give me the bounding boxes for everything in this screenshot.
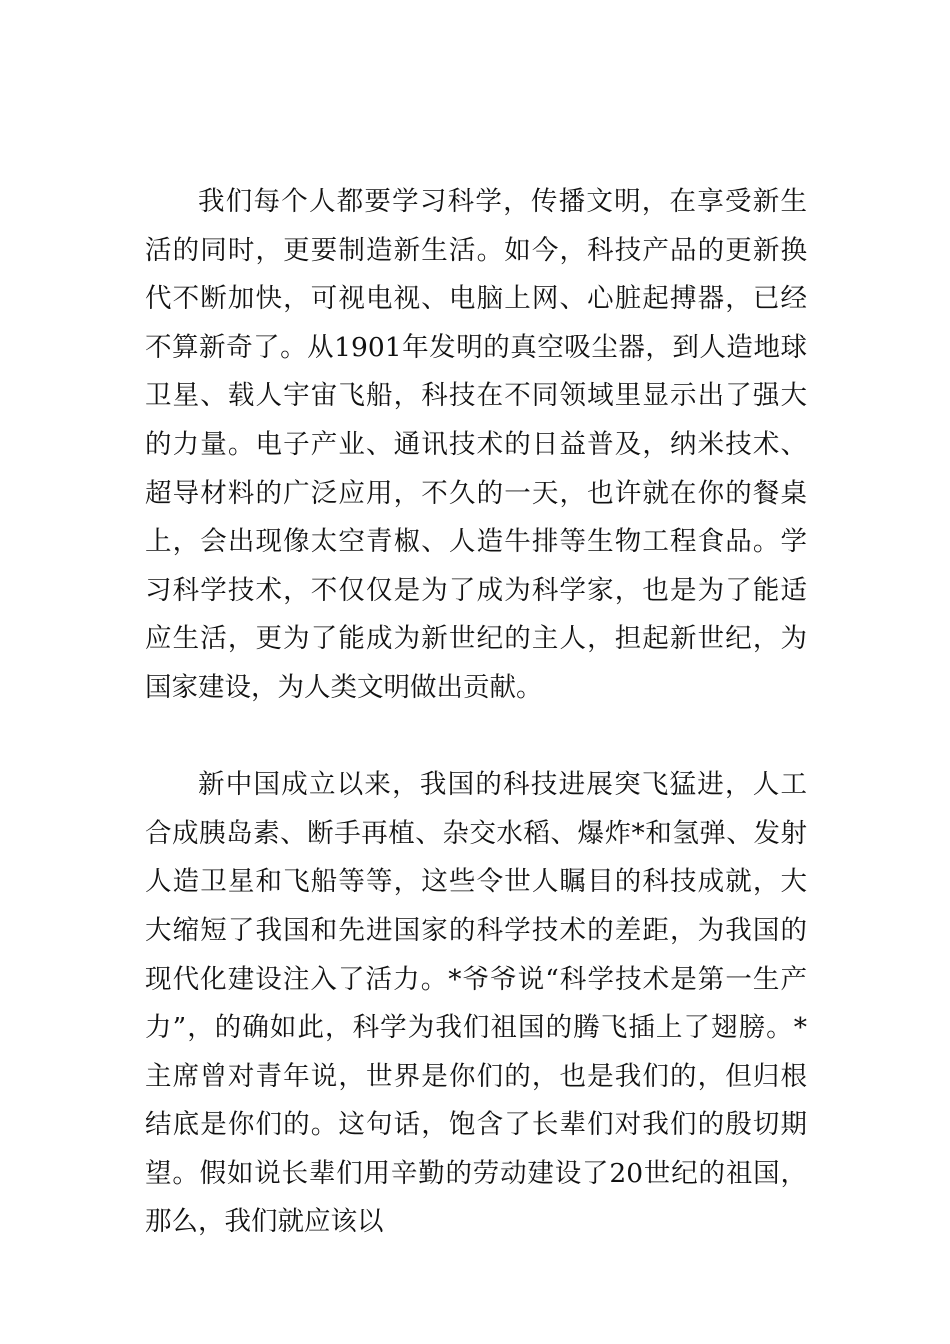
paragraph-2: 新中国成立以来，我国的科技进展突飞猛进，人工合成胰岛素、断手再植、杂交水稻、爆炸*和氢弹、发射人造卫星和飞船等等，这些令世人瞩目的科技成就，大大缩短了我国和先进国家的科学技术的差距，为我国的现代化建设注入了活力。*爷爷说“科学技术是第一生产力”，的确如此，科学为我们祖国的腾飞插上了翅膀。*主席曾对青年说，世界是你们的，也是我们的，但归根结底是你们的。这句话，饱含了长辈们对我们的殷切期望。假如说长辈们用辛勤的劳动建设了20世纪的祖国，那么，我们就应该以 xyxy=(145,769,807,1238)
paragraph-1: 我们每个人都要学习科学，传播文明，在享受新生活的同时，更要制造新生活。如今，科技产品的更新换代不断加快，可视电视、电脑上网、心脏起搏器，已经不算新奇了。从1901年发明的真空吸尘器，到人造地球卫星、载人宇宙飞船，科技在不同领域里显示出了强大的力量。电子产业、通讯技术的日益普及，纳米技术、超导材料的广泛应用，不久的一天，也许就在你的餐桌上，会出现像太空青椒、人造牛排等生物工程食品。学习科学技术，不仅仅是为了成为科学家，也是为了能适应生活，更为了能成为新世纪的主人，担起新世纪，为国家建设，为人类文明做出贡献。 xyxy=(145,186,807,703)
document-body xyxy=(145,178,807,1247)
